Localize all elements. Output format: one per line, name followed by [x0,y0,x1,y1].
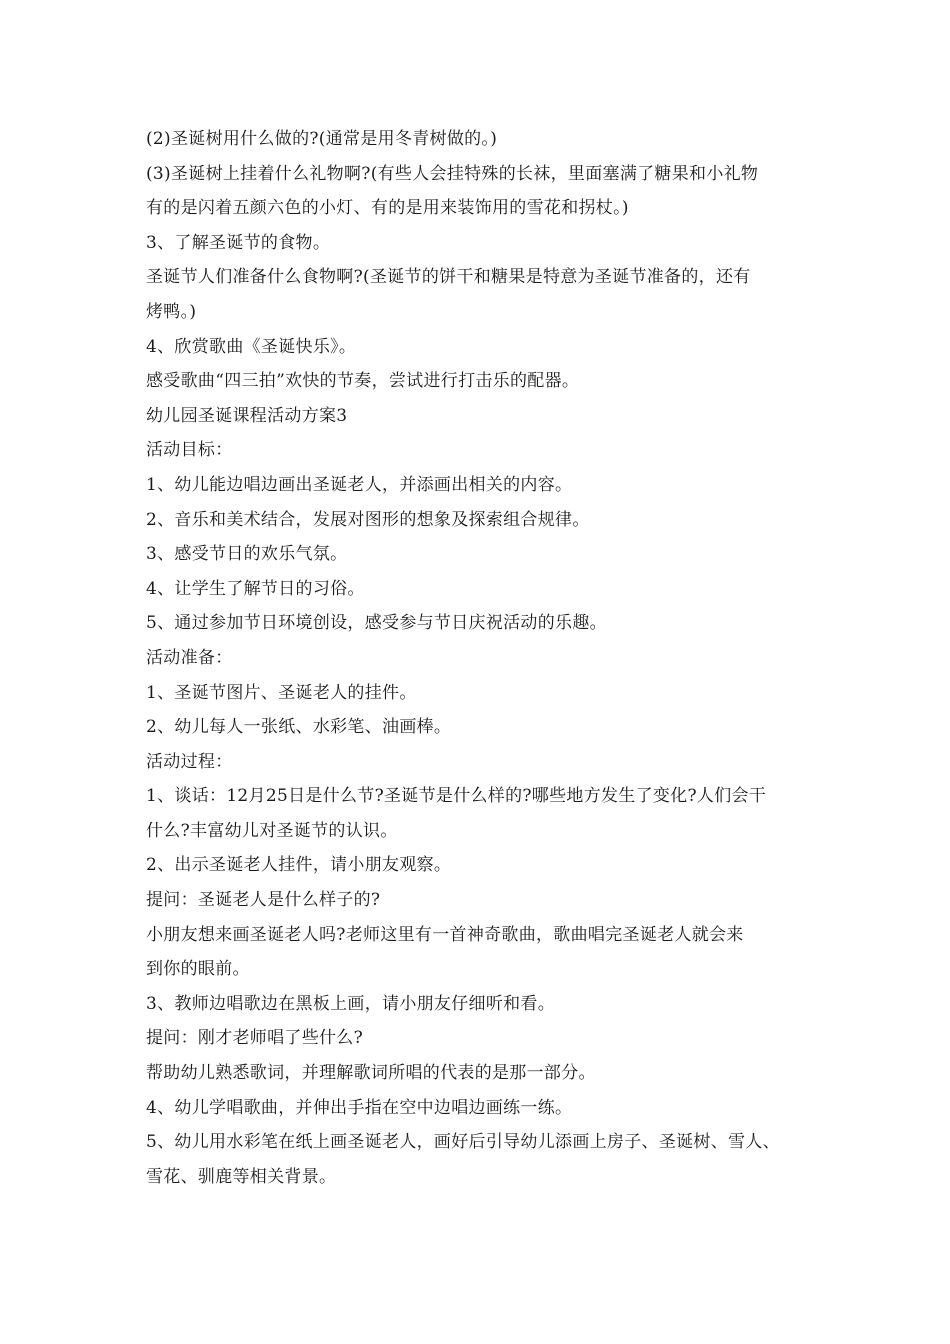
text-line: 4、欣赏歌曲《圣诞快乐》。 [146,336,357,357]
text-line: 烤鸭。) [146,301,197,322]
text-line: 1、谈话：12月25日是什么节?圣诞节是什么样的?哪些地方发生了变化?人们会干 [146,786,767,807]
text-line: (2)圣诞树用什么做的?(通常是用冬青树做的。) [146,129,498,149]
document-body [146,122,810,1194]
text-line: 3、教师边唱歌边在黑板上画，请小朋友仔细听和看。 [146,993,556,1014]
text-line: 提问：圣诞老人是什么样子的? [146,890,381,911]
text-line: 活动过程： [146,751,233,772]
text-line: 活动目标： [146,440,233,461]
text-line: 2、幼儿每人一张纸、水彩笔、油画棒。 [146,717,452,738]
text-line: 1、圣诞节图片、圣诞老人的挂件。 [146,682,417,703]
text-line: 5、通过参加节日环境创设，感受参与节日庆祝活动的乐趣。 [146,613,607,634]
text-line: 帮助幼儿熟悉歌词，并理解歌词所唱的代表的是那一部分。 [146,1063,596,1084]
text-line: 4、让学生了解节日的习俗。 [146,578,365,599]
text-line: 4、幼儿学唱歌曲，并伸出手指在空中边唱边画练一练。 [146,1097,573,1118]
text-line: 1、幼儿能边唱边画出圣诞老人，并添画出相关的内容。 [146,474,573,495]
text-line: 3、了解圣诞节的食物。 [146,232,331,253]
text-line: (3)圣诞树上挂着什么礼物啊?(有些人会挂特殊的长袜，里面塞满了糖果和小礼物 [146,163,759,184]
text-line: 雪花、驯鹿等相关背景。 [146,1166,337,1187]
text-line: 到你的眼前。 [146,959,250,980]
section-heading: 幼儿园圣诞课程活动方案3 [146,405,348,426]
text-line: 2、出示圣诞老人挂件，请小朋友观察。 [146,855,452,876]
text-line: 有的是闪着五颜六色的小灯、有的是用来装饰用的雪花和拐杖。) [146,198,629,219]
text-line: 5、幼儿用水彩笔在纸上画圣诞老人，画好后引导幼儿添画上房子、圣诞树、雪人、 [146,1132,780,1153]
text-line: 提问：刚才老师唱了些什么? [146,1028,364,1049]
text-line: 感受歌曲“四三拍”欢快的节奏，尝试进行打击乐的配器。 [146,371,580,392]
text-line: 什么?丰富幼儿对圣诞节的认识。 [146,820,398,841]
text-line: 活动准备： [146,647,233,668]
text-line: 2、音乐和美术结合，发展对图形的想象及探索组合规律。 [146,509,590,530]
text-line: 小朋友想来画圣诞老人吗?老师这里有一首神奇歌曲，歌曲唱完圣诞老人就会来 [146,924,744,945]
text-line: 圣诞节人们准备什么食物啊?(圣诞节的饼干和糖果是特意为圣诞节准备的，还有 [146,267,751,288]
text-line: 3、感受节日的欢乐气氛。 [146,544,348,565]
